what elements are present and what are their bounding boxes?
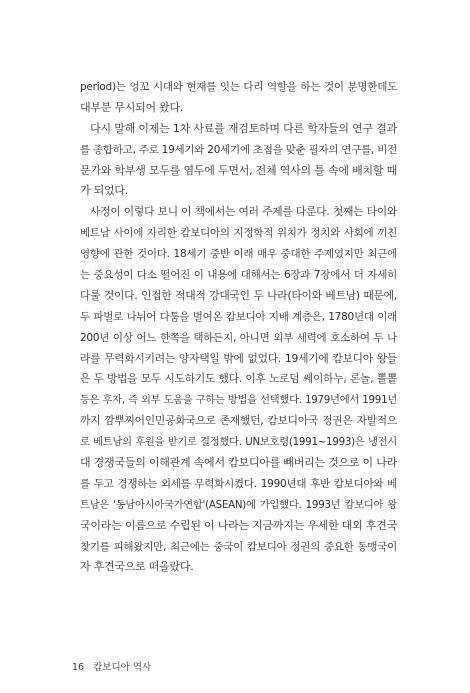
text-line: 트남은 '동남아시아국가연합'(ASEAN)에 가입했다. 1993년 캄보디아 왕 (80, 498, 397, 511)
text-line: 대 경쟁국들의 이해관계 속에서 캄보디아를 빼버리는 것으로 이 나라 (80, 456, 397, 470)
body-text (80, 77, 397, 578)
text-line: 은 두 방법을 모두 시도하기도 했다. 이후 노로덤 쎄이하누, 론놀, 뽈뽙 (80, 372, 397, 386)
text-line: 다시 말해 이제는 1차 사료를 재검토하며 다른 학자들의 연구 결과 (80, 121, 397, 135)
text-line: 사정이 이렇다 보니 이 책에서는 여러 주제를 다룬다. 첫째는 타이와 (80, 205, 397, 219)
text-line: 는 중요성이 다소 떨어진 이 내용에 대해서는 6장과 7장에서 더 자세히 (80, 269, 397, 282)
text-line: 다룰 것이다. 인접한 적대적 강대국인 두 나라(타이와 베트남) 때문에, (80, 288, 397, 302)
text-line: 두 파벌로 나뉘어 다툼을 벌여온 캄보디아 지배 계층은, 1780년대 이래 (80, 310, 397, 323)
text-line: 를 종합하고, 주로 19세기와 20세기에 초점을 맞춘 필자의 연구를, 비전 (80, 143, 397, 156)
text-line: 대부분 무시되어 왔다. (80, 100, 184, 114)
text-line: period)는 엉꼬 시대와 현재를 잇는 다리 역할을 하는 것이 분명한데도 (80, 81, 397, 93)
page-number: 16 (72, 662, 85, 673)
text-line: 를 두고 경쟁하는 외세를 무력화시켰다. 1990년대 후반 캄보디아와 베 (80, 477, 397, 490)
paragraph (80, 77, 397, 119)
text-line: 로 베트남의 후원을 받기로 결정했다. UN보호령(1991~1993)은 냉전시 (80, 436, 397, 449)
paragraph (80, 119, 397, 203)
text-line: 베트남 사이에 자리한 캄보디아의 지정학적 위치가 정치와 사회에 끼친 (80, 227, 397, 240)
text-line: 라를 무력화시키려는 양자택일 밖에 없었다. 19세기에 캄보디아 왕들 (80, 351, 397, 365)
text-line: 등은 후자, 즉 외부 도움을 구하는 방법을 선택했다. 1979년에서 1991년 (80, 394, 397, 407)
running-title: 캄보디아 역사 (93, 662, 152, 673)
text-line: 200년 이상 어느 한쪽을 택하든지, 아니면 외부 세력에 호소하여 두 나 (80, 331, 397, 344)
text-line: 자 후견국으로 떠올랐다. (80, 560, 194, 574)
text-line: 국이라는 이름으로 수립된 이 나라는 지금까지는 우세한 대외 후견국 (80, 518, 397, 532)
paragraph (80, 202, 397, 578)
text-line: 까지 깜뿌찌어인민공화국으로 존재했던, 캄보디아국 정권은 자발적으 (80, 414, 397, 428)
text-line: 영향에 관한 것이다. 18세기 중반 이래 매우 중대한 주제였지만 최근에 (80, 248, 397, 261)
page-footer (72, 659, 151, 673)
text-line: 가 되었다. (80, 184, 128, 198)
text-line: 문가와 학부생 모두를 염두에 두면서, 전체 역사의 틀 속에 배치할 때 (80, 163, 397, 177)
text-line: 찾기를 피해왔지만, 최근에는 중국이 캄보디아 정권의 중요한 동맹국이 (80, 540, 397, 553)
